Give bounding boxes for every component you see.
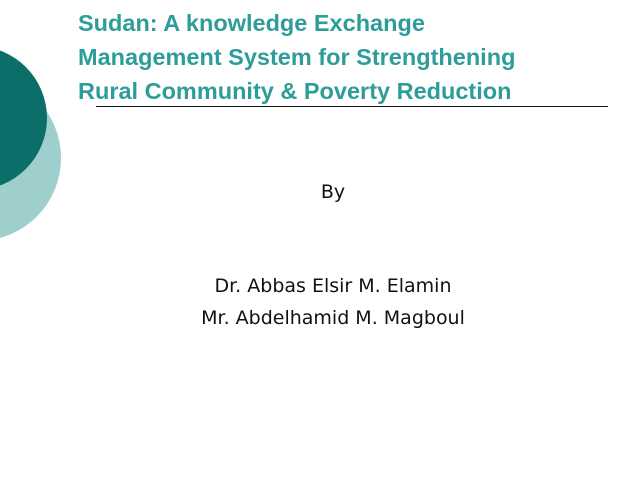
by-label: By	[320, 181, 346, 203]
author-2: Mr. Abdelhamid M. Magboul	[201, 307, 465, 329]
author-1: Dr. Abbas Elsir M. Elamin	[214, 275, 452, 297]
slide-title	[78, 6, 628, 108]
author-list	[0, 270, 640, 334]
title-line-2: Management System for Strengthening	[78, 44, 516, 70]
title-underline	[96, 106, 608, 107]
title-line-1: Sudan: A knowledge Exchange	[78, 10, 425, 36]
title-line-3: Rural Community & Poverty Reduction	[78, 78, 512, 104]
